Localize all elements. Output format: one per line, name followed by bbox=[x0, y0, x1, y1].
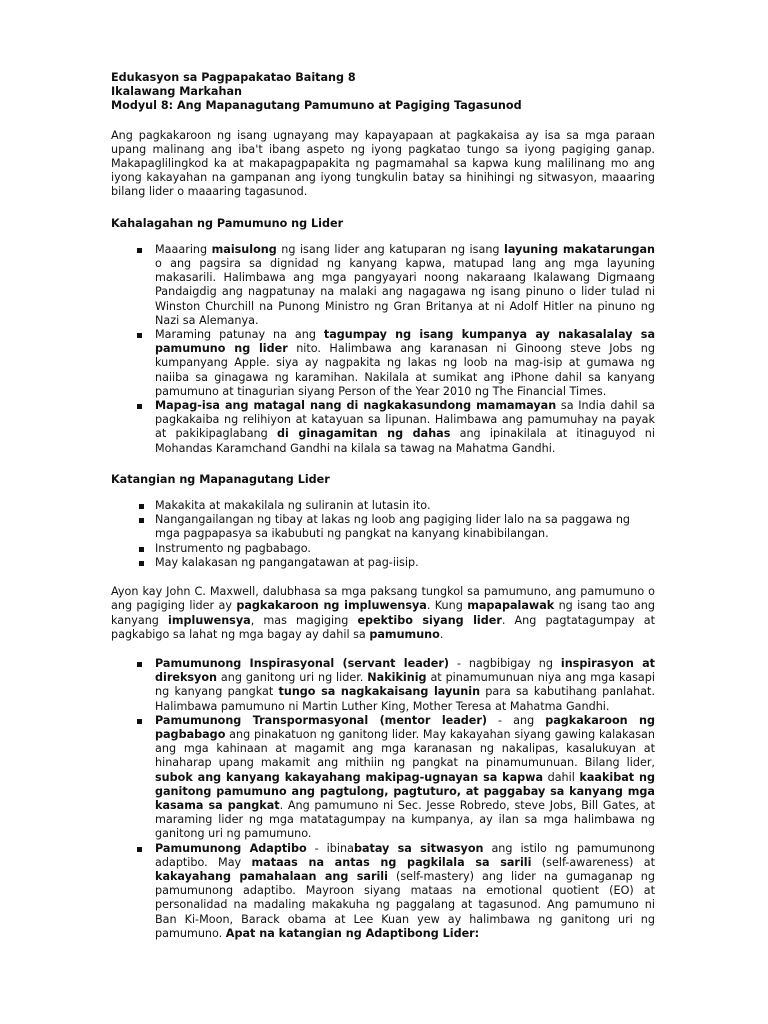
list-item: Nangangailangan ng tibay at lakas ng loob ang pagiging lider lalo na sa paggawa ng mga pagpapasya sa ikabubuti ng pangkat na kanyang kinabibilangan. bbox=[111, 513, 655, 541]
square-bullet-icon bbox=[137, 662, 142, 667]
document-body bbox=[111, 71, 655, 941]
list-item: Pamumunong Inspirasyonal (servant leader) - nagbibigay ng inspirasyon at direksyon ang ganitong uri ng lider. Nakikinig at pinamumunuan niya ang mga kasapi ng kanyang pangkat tungo sa nagkakaisang layunin para sa kabutihang panlahat. Halimbawa pamumuno ni Martin Luther King, Mother Teresa at Mahatma Gandhi. bbox=[111, 657, 655, 714]
module-title: Modyul 8: Ang Mapanagutang Pamumuno at Pagiging Tagasunod bbox=[111, 99, 522, 113]
subject-title: Edukasyon sa Pagpapakatao Baitang 8 bbox=[111, 71, 356, 84]
document-header bbox=[111, 71, 655, 114]
square-bullet-icon bbox=[139, 547, 144, 552]
section-title-kahalagahan: Kahalagahan ng Pamumuno ng Lider bbox=[111, 216, 344, 230]
list-item: Pamumunong Adaptibo - ibinabatay sa sitwasyon ang istilo ng pamumunong adaptibo. May mataas na antas ng pagkilala sa sarili (self-awareness) at kakayahang pamahalaan ang sarili (self-mastery) ang lider na gumaganap ng pamumunong adaptibo. Mayroon siyang mataas na emotional quotient (EO) at personalidad na madaling makakuha ng paggalang at tagasunod. Ang pamumuno ni Ban Ki-Moon, Barack obama at Lee Kuan yew ay halimbawa ng ganitong uri ng pamumuno. Apat na katangian ng Adaptibong Lider: bbox=[111, 842, 655, 941]
intro-paragraph: Ang pagkakaroon ng isang ugnayang may kapayapaan at pagkakaisa ay isa sa mga paraan upang malinang ang iba't ibang aspeto ng iyong pagkatao tungo sa iyong pagiging ganap. Makapaglilingkod ka at makapagpapakita ng pagmamahal sa kapwa kung malilinang mo ang iyong kakayahan na gampanan ang iyong tungkulin batay sa hinihingi ng sitwasyon, maaaring bilang lider o maaaring tagasunod. bbox=[111, 128, 655, 199]
katangian-list bbox=[111, 499, 655, 570]
quarter-title: Ikalawang Markahan bbox=[111, 85, 242, 99]
list-item: Maaaring maisulong ng isang lider ang katuparan ng isang layuning makatarungan o ang pagsira sa dignidad ng kanyang kapwa, matupad lang ang mga layuning makasarili. Halimbawa ang mga pangyayari noong nakaraang Ikalawang Digmaang Pandaigdig ang nagpatunay na malaki ang nagagawa ng isang pinuno o lider tulad ni Winston Churchill na Punong Ministro ng Gran Britanya at ni Adolf Hitler na pinuno ng Nazi sa Alemanya. bbox=[111, 243, 655, 328]
square-bullet-icon bbox=[139, 561, 144, 566]
list-item: Mapag-isa ang matagal nang di nagkakasundong mamamayan sa India dahil sa pagkakaiba ng relihiyon at katayuan sa lipunan. Halimbawa ang pamumuhay na payak at pakikipaglabang di ginagamitan ng dahas ang ipinakilala at itinaguyod ni Mohandas Karamchand Gandhi na kilala sa tawag na Mahatma Gandhi. bbox=[111, 399, 655, 456]
square-bullet-icon bbox=[139, 518, 144, 523]
section-title-katangian: Katangian ng Mapanagutang Lider bbox=[111, 472, 330, 486]
list-item: Instrumento ng pagbabago. bbox=[111, 542, 655, 556]
list-item: Makakita at makakilala ng suliranin at lutasin ito. bbox=[111, 499, 655, 513]
list-item: Pamumunong Transpormasyonal (mentor leader) - ang pagkakaroon ng pagbabago ang pinakatuon ng ganitong lider. May kakayahan siyang gawing kalakasan ang mga kahinaan at magamit ang mga karanasan ng nakalipas, kasalukuyan at hinaharap upang makamit ang mithiin ng pangkat na pinamumunuan. Bilang lider, subok ang kanyang kakayahang makipag-ugnayan sa kapwa dahil kaakibat ng ganitong pamumuno ang pagtulong, pagtuturo, at paggabay sa kanyang mga kasama sa pangkat. Ang pamumuno ni Sec. Jesse Robredo, steve Jobs, Bill Gates, at maraming lider ng mga matatagumpay na kumpanya, ay ilan sa mga halimbawa ng ganitong uri ng pamumuno. bbox=[111, 714, 655, 842]
square-bullet-icon bbox=[137, 248, 142, 253]
square-bullet-icon bbox=[139, 504, 144, 509]
pamumuno-types-list bbox=[111, 657, 655, 941]
list-item: Maraming patunay na ang tagumpay ng isang kumpanya ay nakasalalay sa pamumuno ng lider nito. Halimbawa ang karanasan ni Ginoong steve Jobs ng kumpanyang Apple. siya ay nagpakita ng lakas ng loob na mag-isip at gumawa ng naiiba sa ginagawa ng karamihan. Nakilala at sumikat ang iPhone dahil sa kanyang pamumuno at tinagurian siyang Person of the Year 2010 ng The Financial Times. bbox=[111, 328, 655, 399]
square-bullet-icon bbox=[137, 333, 142, 338]
list-item: May kalakasan ng pangangatawan at pag-iisip. bbox=[111, 556, 655, 570]
square-bullet-icon bbox=[137, 404, 142, 409]
square-bullet-icon bbox=[137, 847, 142, 852]
square-bullet-icon bbox=[137, 719, 142, 724]
maxwell-paragraph: Ayon kay John C. Maxwell, dalubhasa sa mga paksang tungkol sa pamumuno, ang pamumuno o ang pagiging lider ay pagkakaroon ng impluwensya. Kung mapapalawak ng isang tao ang kanyang impluwensya, mas magiging epektibo siyang lider. Ang pagtatagumpay at pagkabigo sa lahat ng mga bagay ay dahil sa pamumuno. bbox=[111, 585, 655, 641]
kahalagahan-list bbox=[111, 243, 655, 456]
